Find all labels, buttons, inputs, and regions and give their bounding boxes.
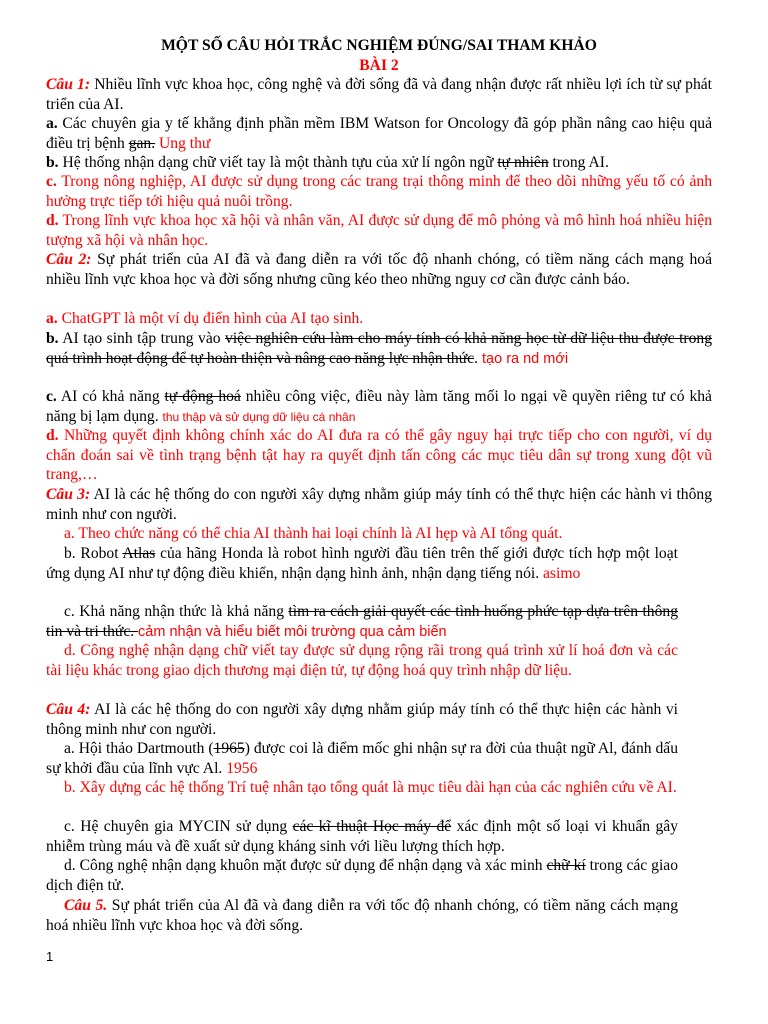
question-3-option-b bbox=[46, 544, 678, 583]
question-4-stem-text: AI là các hệ thống do con người xây dựng nhằm giúp máy tính có thể thực hiện các hành vi thông minh như con người. bbox=[46, 701, 679, 738]
option-text-end: trong AI. bbox=[548, 154, 609, 171]
question-1-option-b bbox=[46, 153, 712, 173]
handwritten-correction: Ung thư bbox=[155, 134, 211, 152]
struck-text: Atlas bbox=[122, 545, 156, 562]
question-1-label: Câu 1: bbox=[46, 76, 91, 93]
option-text-end: ) được coi là điểm mốc ghi nhận sự ra đời của thuật ngữ Al, đánh dấu sự khởi đầu của lĩnh vực Al. bbox=[46, 740, 679, 777]
option-mark: a. bbox=[46, 115, 58, 132]
option-text: d. Công nghệ nhận dạng khuôn mặt được sử dụng để nhận dạng và xác minh bbox=[64, 857, 547, 874]
option-text: AI tạo sinh tập trung vào bbox=[58, 330, 226, 347]
option-text: a. Hội thảo Dartmouth ( bbox=[64, 740, 214, 757]
option-text: Các chuyên gia y tế khẳng định phần mềm IBM Watson for Oncology đã góp phần nâng cao hiệu quả điều trị bệnh bbox=[46, 115, 712, 152]
document-subtitle: BÀI 2 bbox=[359, 57, 399, 74]
option-text: c. Hệ chuyên gia MYCIN sử dụng bbox=[64, 818, 293, 835]
question-2-stem-text: Sự phát triển của AI đã và đang diễn ra với tốc độ nhanh chóng, có tiềm năng cách mạng hoá nhiều lĩnh vực khoa học và đời sống nhưng cũng kéo theo những nguy cơ cần được cảnh báo. bbox=[46, 251, 712, 288]
option-text: c. Khả năng nhận thức là khả năng bbox=[64, 603, 289, 620]
question-2-label: Câu 2: bbox=[46, 251, 92, 268]
option-mark: d. bbox=[46, 212, 59, 229]
question-1-option-d bbox=[46, 211, 712, 250]
question-3-option-a: a. Theo chức năng có thể chia AI thành hai loại chính là AI hẹp và AI tổng quát. bbox=[64, 525, 563, 542]
option-text-end: nhiều công việc, điều này làm tăng mối lo ngại về quyền riêng tư có khả năng bị lạm dụng. bbox=[46, 388, 712, 425]
question-1-option-a bbox=[46, 114, 712, 153]
option-mark: b. bbox=[46, 330, 59, 347]
struck-text: tự nhiên bbox=[497, 154, 549, 171]
handwritten-correction: tạo ra nd mới bbox=[477, 350, 569, 367]
question-2-option-c bbox=[46, 387, 712, 427]
question-3-option-c bbox=[46, 602, 678, 642]
document-title: MỘT SỐ CÂU HỎI TRẮC NGHIỆM ĐÚNG/SAI THAM KHẢO bbox=[161, 37, 597, 54]
struck-text: việc nghiên cứu làm cho máy tính có khả năng học từ dữ liệu thu được trong quá trình hoạt động để tự hoàn thiện và nâng cao năng lực nhận thức bbox=[46, 330, 712, 367]
option-text: Những quyết định không chính xác do AI đưa ra có thể gây nguy hại trực tiếp cho con người, ví dụ chẩn đoán sai về tình trạng bệnh tật hay ra quyết định tấn công các mục tiêu dân sự trong xung đột vũ trang,… bbox=[46, 427, 712, 483]
question-2-option-a bbox=[46, 309, 712, 329]
struck-text: tìm ra cách giải quyết các tình huống phức tạp dựa trên thông tin và tri thức. bbox=[46, 603, 678, 640]
question-1-stem-text: Nhiều lĩnh vực khoa học, công nghệ và đời sống đã và đang nhận được rất nhiều lợi ích từ sự phát triển của AI. bbox=[46, 76, 712, 113]
question-2-option-d bbox=[46, 426, 712, 485]
page-number: 1 bbox=[46, 949, 54, 964]
question-5-label: Câu 5. bbox=[64, 897, 108, 914]
struck-text: các kĩ thuật Học máy để bbox=[292, 818, 452, 835]
question-3-stem bbox=[46, 485, 712, 524]
struck-text: gan. bbox=[128, 134, 156, 152]
question-2-stem bbox=[46, 250, 712, 289]
question-3-stem-text: AI là các hệ thống do con người xây dựng nhằm giúp máy tính có thể thực hiện các hành vi thông minh như con người. bbox=[46, 486, 712, 523]
option-text: ChatGPT là một ví dụ điển hình của AI tạo sinh. bbox=[57, 310, 364, 327]
option-mark: d. bbox=[46, 427, 59, 444]
question-1-option-c bbox=[46, 172, 712, 211]
option-mark: a. bbox=[46, 310, 58, 327]
option-text-end: . bbox=[474, 349, 478, 367]
option-text-end: xác định một số loại vi khuẩn gây nhiễm trùng máu và đề xuất sử dụng kháng sinh với liều lượng thích hợp. bbox=[46, 818, 678, 855]
option-mark: b. bbox=[46, 154, 59, 171]
option-text: AI có khả năng bbox=[56, 388, 165, 405]
handwritten-correction: 1956 bbox=[226, 759, 258, 777]
option-mark: c. bbox=[46, 388, 57, 405]
option-text: Trong lĩnh vực khoa học xã hội và nhân văn, AI được sử dụng để mô phỏng và mô hình hoá nhiều hiện tượng xã hội và nhân học. bbox=[46, 212, 712, 249]
option-text: b. Robot bbox=[64, 545, 123, 562]
struck-text: tự động hoá bbox=[164, 388, 241, 405]
question-4-stem bbox=[46, 700, 678, 739]
handwritten-correction: asimo bbox=[543, 564, 581, 582]
option-text: Trong nông nghiệp, AI được sử dụng trong các trang trại thông minh để theo dõi những yếu tố có ảnh hưởng trực tiếp tới hiệu quả nuôi trồng. bbox=[46, 173, 712, 210]
option-text: Hệ thống nhận dạng chữ viết tay là một thành tựu của xử lí ngôn ngữ bbox=[58, 154, 498, 171]
question-5-stem-text: Sự phát triển của Al đã và đang diễn ra với tốc độ nhanh chóng, có tiềm năng cách mạng hoá nhiều lĩnh vực khoa học và đời sống. bbox=[46, 897, 678, 934]
question-2-option-b bbox=[46, 329, 712, 369]
question-4-option-c bbox=[46, 817, 678, 856]
option-text-end: của hãng Honda là robot hình người đầu tiên trên thế giới được tích hợp một loạt ứng dụng AI như tự động điều khiển, nhận dạng hình ảnh, nhận dạng tiếng nói. bbox=[46, 545, 678, 582]
option-text-end: trong các giao dịch điện tử. bbox=[46, 857, 679, 894]
handwritten-correction: cảm nhận và hiểu biết môi trường qua cảm biến bbox=[138, 623, 447, 640]
struck-text: 1965 bbox=[213, 740, 245, 757]
question-4-option-a bbox=[46, 739, 678, 778]
question-4-option-d bbox=[46, 856, 678, 895]
question-3-label: Câu 3: bbox=[46, 486, 91, 503]
question-5-stem bbox=[46, 896, 678, 935]
question-4-option-b: b. Xây dựng các hệ thống Trí tuệ nhân tạo tổng quát là mục tiêu dài hạn của các nghiên cứu về AI. bbox=[64, 779, 677, 796]
struck-text: chữ kí bbox=[546, 857, 586, 874]
question-4-label: Câu 4: bbox=[46, 701, 91, 718]
option-mark: c. bbox=[46, 173, 57, 190]
question-1-stem bbox=[46, 75, 712, 114]
handwritten-correction: thu thập và sử dụng dữ liệu cá nhân bbox=[162, 409, 356, 424]
question-3-option-d: d. Công nghệ nhận dạng chữ viết tay được sử dụng rộng rãi trong quá trình xử lí hoá đơn và các tài liệu khác trong giao dịch thương mại điện tử, tự động hoá quy trình nhập dữ liệu. bbox=[46, 642, 678, 679]
